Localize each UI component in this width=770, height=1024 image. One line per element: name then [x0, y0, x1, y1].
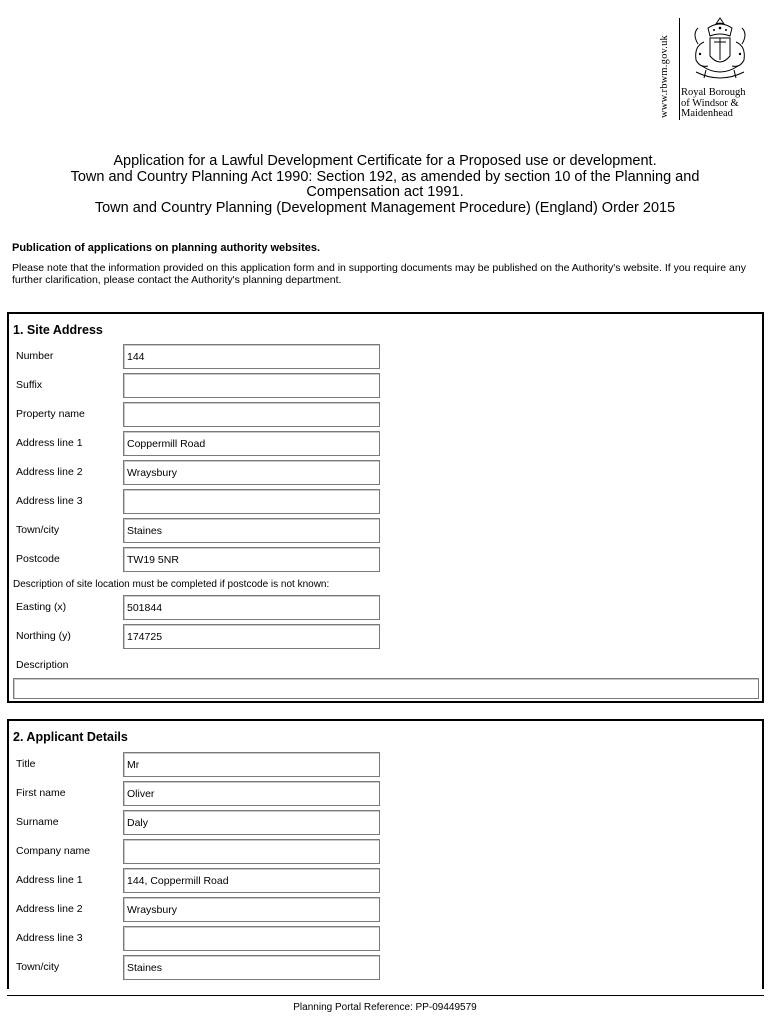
first-name-field[interactable] [123, 781, 380, 806]
field-label: Surname [16, 816, 59, 828]
surname-field[interactable] [123, 810, 380, 835]
field-label: Suffix [16, 379, 43, 391]
field-label: Address line 3 [16, 932, 83, 944]
planning-portal-reference: Planning Portal Reference: PP-09449579 [293, 1002, 477, 1013]
field-label: Title [16, 758, 36, 770]
field-value: Coppermill Road [127, 438, 206, 450]
field-value: TW19 5NR [127, 554, 179, 566]
title-field[interactable] [123, 752, 380, 777]
form-row [9, 926, 762, 952]
field-value: Oliver [127, 788, 155, 800]
field-value: Staines [127, 525, 163, 537]
field-label: Easting (x) [16, 601, 67, 613]
form-row [9, 344, 762, 370]
field-value: Wraysbury [127, 904, 177, 916]
council-website-url: www.rbwm.gov.uk [659, 34, 670, 118]
company-name-field[interactable] [123, 839, 380, 864]
section-title: 2. Applicant Details [13, 730, 128, 744]
council-name [681, 88, 770, 120]
form-row [9, 897, 762, 923]
section-title: 1. Site Address [13, 323, 103, 337]
form-row [9, 518, 762, 544]
form-row [9, 373, 762, 399]
logo-divider [679, 18, 680, 120]
form-row [9, 402, 762, 428]
form-row [9, 489, 762, 515]
council-name-line: of Windsor & [681, 97, 739, 109]
town-city-field[interactable] [123, 955, 380, 980]
number-field[interactable] [123, 344, 380, 369]
applicant-details-section [7, 719, 764, 989]
form-row [9, 595, 762, 621]
form-row [9, 653, 762, 679]
field-value: 144 [127, 351, 145, 363]
field-label: First name [16, 787, 66, 799]
address-line-3-field[interactable] [123, 489, 380, 514]
suffix-field[interactable] [123, 373, 380, 398]
form-row [9, 955, 762, 981]
council-name-line: Royal Borough [681, 87, 746, 98]
address-line-3-field[interactable] [123, 926, 380, 951]
council-name-line: Maidenhead [681, 108, 733, 119]
form-row [9, 624, 762, 650]
footer-divider [7, 995, 764, 996]
field-value: Staines [127, 962, 163, 974]
form-row [9, 460, 762, 486]
form-row [9, 868, 762, 894]
field-label: Postcode [16, 553, 60, 565]
field-label: Company name [16, 845, 91, 857]
field-label: Address line 2 [16, 466, 83, 478]
field-value: 174725 [127, 631, 163, 643]
description-field[interactable] [13, 678, 759, 699]
legislation-line: Town and Country Planning (Development Management Procedure) (England) Order 2015 [94, 199, 676, 216]
form-heading [30, 154, 740, 216]
field-value: Mr [127, 759, 140, 771]
field-label: Number [16, 350, 54, 362]
field-value: Wraysbury [127, 467, 177, 479]
address-line-2-field[interactable] [123, 897, 380, 922]
field-label: Town/city [16, 961, 60, 973]
field-label: Town/city [16, 524, 60, 536]
publication-notice: Please note that the information provided on this application form and in supporting documents may be published on the Authority's website. If you require any further clarification, please contact the Authority's planning department. [12, 262, 746, 286]
field-label: Address line 2 [16, 903, 83, 915]
crest-icon [684, 14, 756, 86]
field-value: 144, Coppermill Road [127, 875, 229, 887]
address-line-1-field[interactable] [123, 431, 380, 456]
field-value: Daly [127, 817, 149, 829]
field-label: Property name [16, 408, 85, 420]
form-row [9, 781, 762, 807]
field-label: Address line 1 [16, 874, 83, 886]
form-title: Application for a Lawful Development Certificate for a Proposed use or development. [113, 153, 657, 169]
form-row [9, 431, 762, 457]
publication-title: Publication of applications on planning authority websites. [12, 242, 321, 254]
address-line-1-field[interactable] [123, 868, 380, 893]
field-label: Address line 3 [16, 495, 83, 507]
field-value: 501844 [127, 602, 163, 614]
form-row [9, 839, 762, 865]
legislation-line: Compensation act 1991. [306, 184, 464, 200]
field-label: Address line 1 [16, 437, 83, 449]
form-row [9, 752, 762, 778]
field-label: Northing (y) [16, 630, 71, 642]
postcode-field[interactable] [123, 547, 380, 572]
field-label: Description [16, 659, 69, 671]
form-row [9, 810, 762, 836]
northing-field[interactable] [123, 624, 380, 649]
legislation-line: Town and Country Planning Act 1990: Section 192, as amended by section 10 of the Planning and [70, 168, 700, 185]
address-line-2-field[interactable] [123, 460, 380, 485]
property-name-field[interactable] [123, 402, 380, 427]
location-note: Description of site location must be completed if postcode is not known: [13, 579, 330, 590]
town-city-field[interactable] [123, 518, 380, 543]
easting-field[interactable] [123, 595, 380, 620]
form-row [9, 547, 762, 573]
site-address-section [7, 312, 764, 703]
